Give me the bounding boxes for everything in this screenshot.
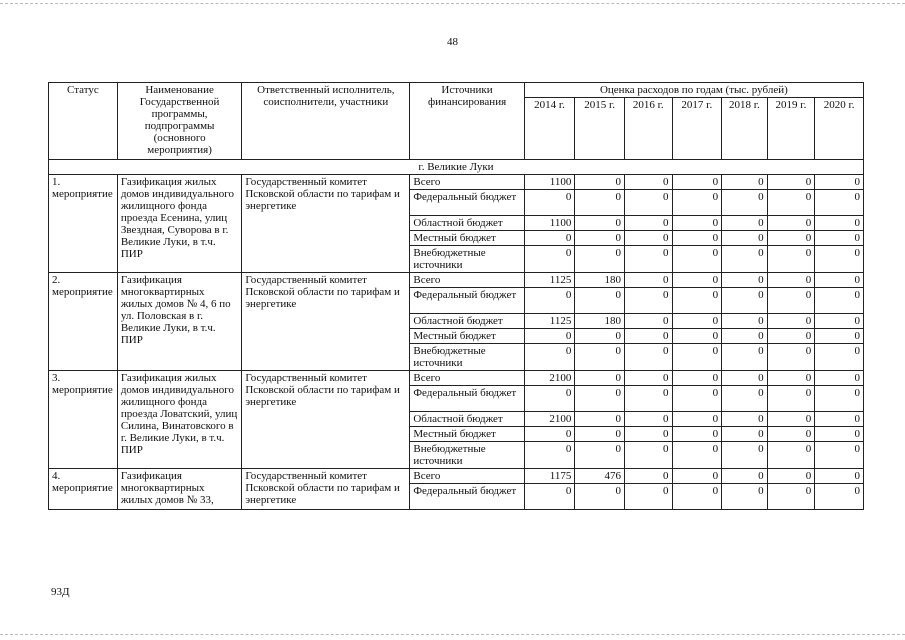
amount-cell: 0 bbox=[815, 412, 864, 427]
funding-source: Федеральный бюджет bbox=[410, 288, 524, 314]
amount-cell: 0 bbox=[672, 371, 722, 386]
amount-cell: 0 bbox=[815, 273, 864, 288]
header-status: Статус bbox=[49, 83, 118, 160]
funding-source: Местный бюджет bbox=[410, 329, 524, 344]
amount-cell: 0 bbox=[624, 329, 672, 344]
funding-source: Внебюджетные источники bbox=[410, 246, 524, 273]
amount-cell: 0 bbox=[815, 216, 864, 231]
funding-source: Областной бюджет bbox=[410, 314, 524, 329]
amount-cell: 0 bbox=[815, 314, 864, 329]
header-year: 2017 г. bbox=[672, 98, 722, 160]
amount-cell: 0 bbox=[672, 246, 722, 273]
amount-cell: 0 bbox=[722, 175, 768, 190]
amount-cell: 476 bbox=[575, 469, 625, 484]
measure-executor: Государственный комитет Псковской области по тарифам и энергетике bbox=[242, 273, 410, 371]
amount-cell: 0 bbox=[722, 386, 768, 412]
amount-cell: 0 bbox=[524, 231, 575, 246]
amount-cell: 0 bbox=[524, 246, 575, 273]
amount-cell: 0 bbox=[815, 246, 864, 273]
amount-cell: 0 bbox=[575, 329, 625, 344]
amount-cell: 0 bbox=[575, 231, 625, 246]
funding-source: Внебюджетные источники bbox=[410, 344, 524, 371]
budget-table bbox=[48, 82, 864, 510]
amount-cell: 0 bbox=[767, 216, 815, 231]
amount-cell: 0 bbox=[722, 427, 768, 442]
amount-cell: 0 bbox=[672, 190, 722, 216]
amount-cell: 0 bbox=[767, 314, 815, 329]
measure-name: Газификация многоквартирных жилых домов № 33, bbox=[117, 469, 242, 510]
amount-cell: 0 bbox=[575, 427, 625, 442]
table-row bbox=[49, 273, 864, 288]
header-name: Наименование Государственной программы, подпрограммы (основного мероприятия) bbox=[117, 83, 242, 160]
funding-source: Федеральный бюджет bbox=[410, 190, 524, 216]
measure-status: 2. мероприятие bbox=[49, 273, 118, 371]
amount-cell: 0 bbox=[624, 412, 672, 427]
amount-cell: 1100 bbox=[524, 216, 575, 231]
amount-cell: 0 bbox=[815, 469, 864, 484]
measure-name: Газификация жилых домов индивидуального жилищного фонда проезда Ловатский, улиц Силина, Винатовского в г. Великие Луки, в т.ч. ПИР bbox=[117, 371, 242, 469]
amount-cell: 0 bbox=[672, 386, 722, 412]
amount-cell: 0 bbox=[722, 412, 768, 427]
funding-source: Всего bbox=[410, 371, 524, 386]
amount-cell: 0 bbox=[815, 427, 864, 442]
amount-cell: 0 bbox=[624, 386, 672, 412]
funding-source: Федеральный бюджет bbox=[410, 386, 524, 412]
amount-cell: 0 bbox=[672, 344, 722, 371]
measure-status: 1. мероприятие bbox=[49, 175, 118, 273]
funding-source: Всего bbox=[410, 469, 524, 484]
amount-cell: 0 bbox=[524, 288, 575, 314]
amount-cell: 0 bbox=[624, 175, 672, 190]
measure-executor: Государственный комитет Псковской области по тарифам и энергетике bbox=[242, 371, 410, 469]
amount-cell: 0 bbox=[722, 190, 768, 216]
amount-cell: 0 bbox=[575, 484, 625, 510]
table-header bbox=[49, 83, 864, 160]
amount-cell: 0 bbox=[575, 216, 625, 231]
amount-cell: 0 bbox=[624, 344, 672, 371]
footer-code: 93Д bbox=[51, 586, 70, 598]
amount-cell: 0 bbox=[672, 442, 722, 469]
amount-cell: 0 bbox=[815, 484, 864, 510]
amount-cell: 1125 bbox=[524, 314, 575, 329]
amount-cell: 0 bbox=[575, 175, 625, 190]
amount-cell: 0 bbox=[524, 442, 575, 469]
amount-cell: 0 bbox=[624, 442, 672, 469]
amount-cell: 0 bbox=[575, 442, 625, 469]
measure-name: Газификация многоквартирных жилых домов № 4, 6 по ул. Половская в г. Великие Луки, в т.ч. ПИР bbox=[117, 273, 242, 371]
funding-source: Областной бюджет bbox=[410, 412, 524, 427]
amount-cell: 0 bbox=[767, 246, 815, 273]
measure-status: 4. мероприятие bbox=[49, 469, 118, 510]
funding-source: Федеральный бюджет bbox=[410, 484, 524, 510]
table-row bbox=[49, 175, 864, 190]
funding-source: Местный бюджет bbox=[410, 231, 524, 246]
amount-cell: 0 bbox=[624, 314, 672, 329]
amount-cell: 0 bbox=[767, 484, 815, 510]
funding-source: Внебюджетные источники bbox=[410, 442, 524, 469]
amount-cell: 0 bbox=[722, 344, 768, 371]
amount-cell: 0 bbox=[722, 288, 768, 314]
amount-cell: 0 bbox=[767, 175, 815, 190]
header-year: 2016 г. bbox=[624, 98, 672, 160]
amount-cell: 0 bbox=[524, 329, 575, 344]
header-sources: Источники финансирования bbox=[410, 83, 524, 160]
amount-cell: 0 bbox=[624, 484, 672, 510]
amount-cell: 0 bbox=[672, 314, 722, 329]
amount-cell: 180 bbox=[575, 314, 625, 329]
amount-cell: 0 bbox=[767, 371, 815, 386]
measure-name: Газификация жилых домов индивидуального жилищного фонда проезда Есенина, улиц Звездная, Суворова в г. Великие Луки, в т.ч. ПИР bbox=[117, 175, 242, 273]
amount-cell: 0 bbox=[722, 273, 768, 288]
amount-cell: 0 bbox=[672, 288, 722, 314]
amount-cell: 0 bbox=[575, 190, 625, 216]
amount-cell: 0 bbox=[624, 469, 672, 484]
amount-cell: 0 bbox=[672, 216, 722, 231]
amount-cell: 1125 bbox=[524, 273, 575, 288]
header-year: 2020 г. bbox=[815, 98, 864, 160]
amount-cell: 0 bbox=[624, 190, 672, 216]
amount-cell: 0 bbox=[575, 412, 625, 427]
amount-cell: 0 bbox=[672, 175, 722, 190]
amount-cell: 0 bbox=[722, 442, 768, 469]
amount-cell: 0 bbox=[575, 371, 625, 386]
header-year: 2015 г. bbox=[575, 98, 625, 160]
amount-cell: 0 bbox=[767, 469, 815, 484]
amount-cell: 0 bbox=[767, 442, 815, 469]
amount-cell: 0 bbox=[722, 216, 768, 231]
measure-status: 3. мероприятие bbox=[49, 371, 118, 469]
amount-cell: 0 bbox=[767, 344, 815, 371]
amount-cell: 0 bbox=[767, 231, 815, 246]
section-row bbox=[49, 160, 864, 175]
amount-cell: 0 bbox=[722, 469, 768, 484]
amount-cell: 0 bbox=[672, 484, 722, 510]
amount-cell: 0 bbox=[624, 427, 672, 442]
amount-cell: 1100 bbox=[524, 175, 575, 190]
amount-cell: 0 bbox=[722, 484, 768, 510]
top-scan-rule bbox=[0, 3, 905, 4]
amount-cell: 0 bbox=[722, 314, 768, 329]
amount-cell: 0 bbox=[624, 246, 672, 273]
amount-cell: 0 bbox=[575, 288, 625, 314]
amount-cell: 0 bbox=[672, 427, 722, 442]
amount-cell: 0 bbox=[815, 175, 864, 190]
amount-cell: 0 bbox=[815, 231, 864, 246]
amount-cell: 0 bbox=[722, 246, 768, 273]
amount-cell: 0 bbox=[672, 329, 722, 344]
amount-cell: 0 bbox=[767, 427, 815, 442]
amount-cell: 0 bbox=[524, 427, 575, 442]
amount-cell: 0 bbox=[767, 273, 815, 288]
amount-cell: 0 bbox=[524, 386, 575, 412]
measure-executor: Государственный комитет Псковской области по тарифам и энергетике bbox=[242, 175, 410, 273]
amount-cell: 0 bbox=[815, 344, 864, 371]
amount-cell: 2100 bbox=[524, 371, 575, 386]
amount-cell: 0 bbox=[672, 469, 722, 484]
amount-cell: 0 bbox=[767, 288, 815, 314]
amount-cell: 1175 bbox=[524, 469, 575, 484]
section-title: г. Великие Луки bbox=[49, 160, 864, 175]
table-row bbox=[49, 469, 864, 484]
amount-cell: 0 bbox=[575, 344, 625, 371]
amount-cell: 0 bbox=[815, 288, 864, 314]
amount-cell: 180 bbox=[575, 273, 625, 288]
funding-source: Всего bbox=[410, 273, 524, 288]
header-executor: Ответственный исполнитель, соисполнители, участники bbox=[242, 83, 410, 160]
amount-cell: 0 bbox=[815, 190, 864, 216]
amount-cell: 0 bbox=[672, 273, 722, 288]
amount-cell: 0 bbox=[722, 329, 768, 344]
amount-cell: 0 bbox=[815, 386, 864, 412]
amount-cell: 0 bbox=[672, 231, 722, 246]
funding-source: Всего bbox=[410, 175, 524, 190]
amount-cell: 0 bbox=[624, 371, 672, 386]
amount-cell: 0 bbox=[767, 412, 815, 427]
amount-cell: 0 bbox=[624, 273, 672, 288]
header-year: 2019 г. bbox=[767, 98, 815, 160]
measure-executor: Государственный комитет Псковской области по тарифам и энергетике bbox=[242, 469, 410, 510]
amount-cell: 0 bbox=[722, 371, 768, 386]
amount-cell: 0 bbox=[575, 386, 625, 412]
amount-cell: 0 bbox=[767, 329, 815, 344]
amount-cell: 0 bbox=[672, 412, 722, 427]
table-row bbox=[49, 371, 864, 386]
funding-source: Областной бюджет bbox=[410, 216, 524, 231]
funding-source: Местный бюджет bbox=[410, 427, 524, 442]
amount-cell: 0 bbox=[524, 484, 575, 510]
amount-cell: 0 bbox=[624, 231, 672, 246]
amount-cell: 0 bbox=[524, 190, 575, 216]
amount-cell: 0 bbox=[722, 231, 768, 246]
table-body bbox=[49, 160, 864, 510]
amount-cell: 0 bbox=[767, 190, 815, 216]
amount-cell: 2100 bbox=[524, 412, 575, 427]
amount-cell: 0 bbox=[767, 386, 815, 412]
amount-cell: 0 bbox=[815, 329, 864, 344]
amount-cell: 0 bbox=[524, 344, 575, 371]
header-year: 2014 г. bbox=[524, 98, 575, 160]
header-estimate: Оценка расходов по годам (тыс. рублей) bbox=[524, 83, 863, 98]
amount-cell: 0 bbox=[624, 288, 672, 314]
bottom-scan-rule bbox=[0, 634, 905, 635]
amount-cell: 0 bbox=[815, 442, 864, 469]
amount-cell: 0 bbox=[815, 371, 864, 386]
page-number: 48 bbox=[447, 36, 458, 48]
amount-cell: 0 bbox=[624, 216, 672, 231]
header-year: 2018 г. bbox=[722, 98, 768, 160]
amount-cell: 0 bbox=[575, 246, 625, 273]
